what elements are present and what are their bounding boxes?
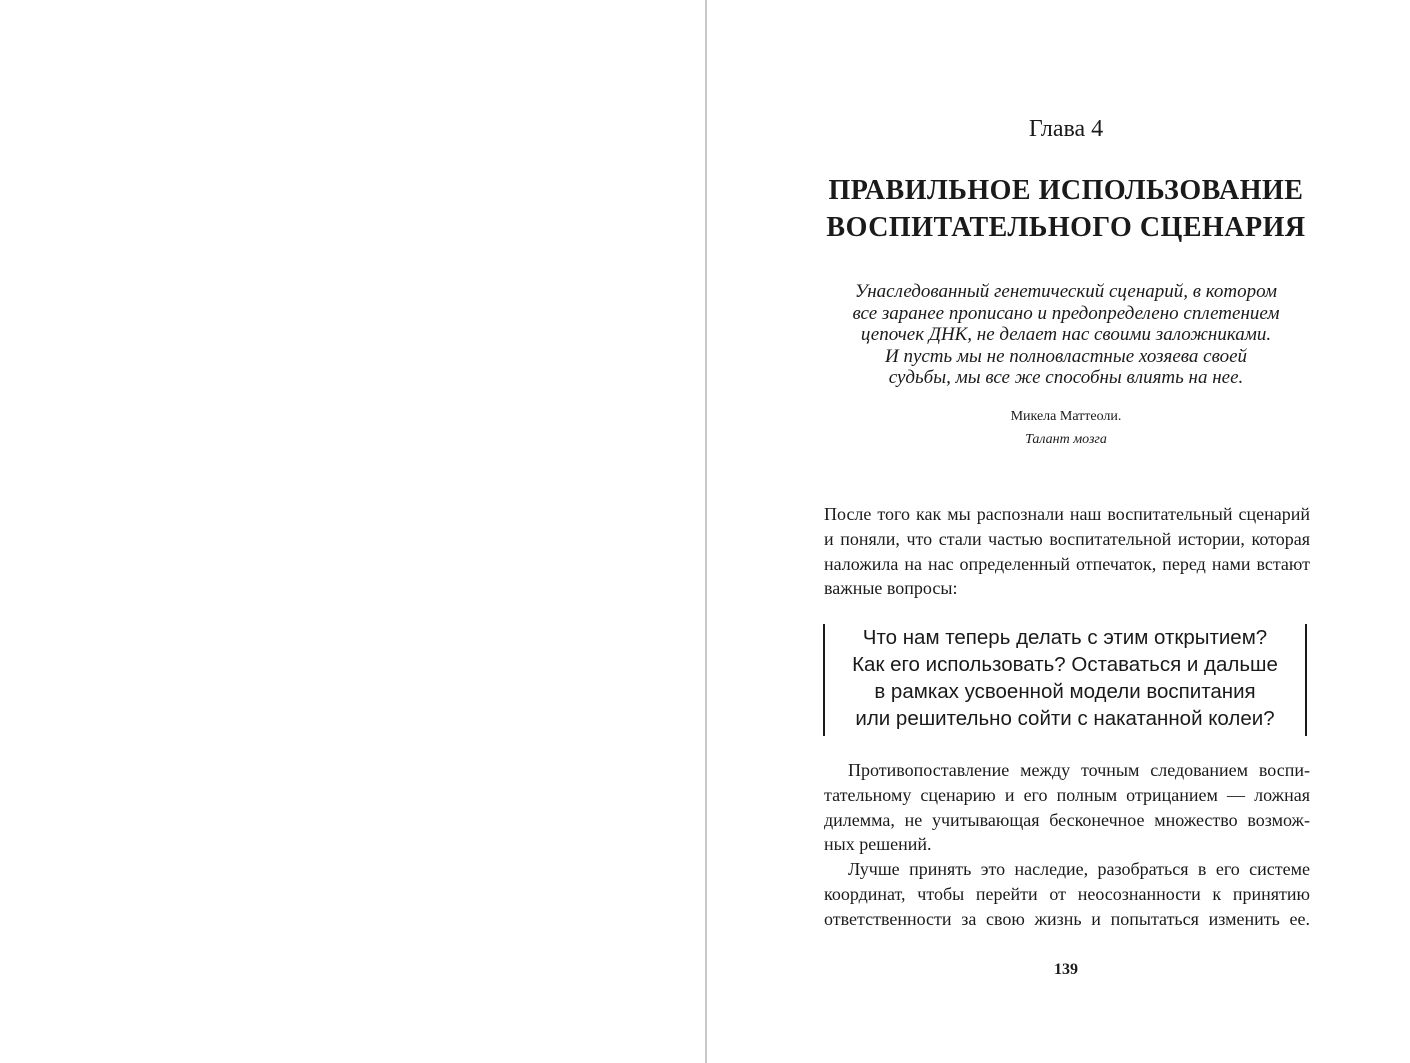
epigraph-line: И пусть мы не полновластные хозяева своей [884, 345, 1248, 367]
page-number: 139 [1054, 961, 1078, 978]
question-line: в рамках усвоенной модели воспитания [874, 680, 1256, 703]
intro-line: и поняли, что стали частью воспитательной истории, которая [824, 528, 1310, 549]
epigraph-attribution [707, 405, 1410, 451]
epigraph-line: все заранее прописано и предопределено сплетением [852, 302, 1280, 324]
body-paragraphs [824, 758, 1310, 932]
intro-line: После того как мы распознали наш воспитательный сценарий [824, 504, 1310, 524]
paragraph1-line: тательному сценарию и его полным отрицанием — ложная [824, 784, 1310, 805]
paragraph2-line: Лучше принять это наследие, разобраться в его системе [848, 859, 1310, 880]
chapter-title-line: ВОСПИТАТЕЛЬНОГО СЦЕНАРИЯ [826, 212, 1306, 243]
paragraph2-line: координат, чтобы перейти от неосознанности к принятию [824, 883, 1310, 904]
chapter-title-line: ПРАВИЛЬНОЕ ИСПОЛЬЗОВАНИЕ [828, 175, 1304, 206]
paragraph2-line: ответственности за свою жизнь и попытаться изменить ее. [824, 908, 1310, 929]
epigraph-author: Микела Маттеоли. [1010, 409, 1122, 424]
chapter-title [707, 172, 1410, 246]
epigraph-line: Унаследованный генетический сценарий, в котором [854, 281, 1278, 302]
question-line: Как его использовать? Оставаться и дальше [852, 653, 1278, 676]
chapter-number: Глава 4 [1028, 116, 1104, 142]
questions-callout [823, 624, 1307, 736]
paragraph1-line: ных решений. [824, 834, 932, 855]
epigraph-line: судьбы, мы все же способны влиять на нее. [888, 367, 1244, 388]
intro-line: важные вопросы: [824, 578, 958, 599]
epigraph-book-title: Талант мозга [1025, 432, 1107, 447]
question-line: Что нам теперь делать с этим открытием? [862, 626, 1268, 649]
intro-line: наложила на нас определенный отпечаток, перед нами встают [824, 553, 1310, 574]
question-line: или решительно сойти с накатанной колеи? [855, 707, 1275, 730]
paragraph1-line: Противопоставление между точным следованием воспи- [848, 760, 1310, 780]
epigraph [707, 281, 1410, 389]
paragraph1-line: дилемма, не учитывающая бесконечное множество возмож- [824, 809, 1310, 830]
epigraph-line: цепочек ДНК, не делает нас своими заложниками. [860, 324, 1272, 345]
intro-paragraph [824, 502, 1310, 601]
right-page [707, 0, 1410, 1063]
